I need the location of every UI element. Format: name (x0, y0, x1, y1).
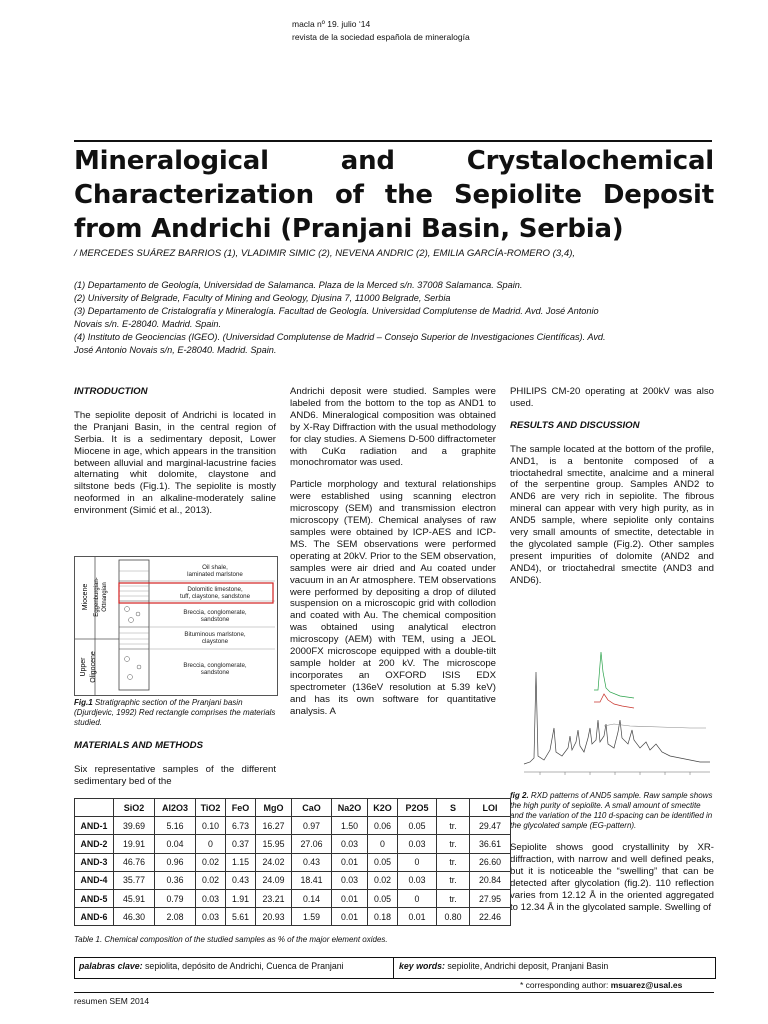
sample-id-cell: AND-1 (75, 817, 114, 835)
table-cell: 0 (368, 835, 398, 853)
column-header: LOI (470, 799, 511, 817)
column-header: FeO (226, 799, 256, 817)
affiliation: (1) Departamento de Geología, Universidad de Salamanca. Plaza de la Merced s/n. 37008 Salamanca. Spain. (74, 280, 523, 290)
affiliation: (2) University of Belgrade, Faculty of Mining and Geology, Djusina 7, 11000 Belgrade, Serbia (74, 293, 451, 303)
table-cell: 0.03 (196, 908, 226, 926)
table-cell: 0.03 (332, 871, 368, 889)
table-cell: 0.06 (368, 817, 398, 835)
figure-caption-text: RXD patterns of AND5 sample. Raw sample shows the high purity of sepiolite. A small amount of smectite and the variation of the 110 d-spacing can be identified in the glycolated sample (EG-pattern). (510, 791, 713, 830)
table-row (75, 835, 511, 853)
sample-id-cell: AND-2 (75, 835, 114, 853)
author-list: / MERCEDES SUÁREZ BARRIOS (1), VLADIMIR SIMIC (2), NEVENA ANDRIC (2), EMILIA GARCÍA-ROMERO (3,4), (74, 248, 576, 259)
age-label: Oligocene (90, 651, 97, 683)
table-row (75, 817, 511, 835)
table-cell: 20.93 (256, 908, 292, 926)
table-cell: tr. (437, 853, 470, 871)
table-cell: 0.01 (332, 889, 368, 907)
section-heading-methods: MATERIALS AND METHODS (74, 740, 203, 751)
table-cell: 39.69 (114, 817, 155, 835)
table-cell: tr. (437, 889, 470, 907)
table-cell: 27.95 (470, 889, 511, 907)
journal-issue: macla nº 19. julio ‘14 (292, 19, 371, 29)
table-cell: 16.27 (256, 817, 292, 835)
table-cell: 0.14 (292, 889, 332, 907)
column-1 (74, 386, 276, 527)
table-cell: 45.91 (114, 889, 155, 907)
table-cell: 26.60 (470, 853, 511, 871)
table-cell: 0.18 (368, 908, 398, 926)
figure-1-stratigraphic-section (74, 556, 278, 696)
stratigraphic-column (75, 557, 277, 695)
table-cell: tr. (437, 817, 470, 835)
unit-label: Dolomitic limestone, (187, 586, 243, 593)
methods-paragraph: PHILIPS CM-20 operating at 200kV was also used. (510, 386, 714, 409)
table-cell: tr. (437, 871, 470, 889)
table-cell: 0.05 (368, 853, 398, 871)
introduction-text: The sepiolite deposit of Andrichi is located in the Pranjani Basin, in the central region of Serbia. It is a sedimentary deposit, Lower Miocene in age, which appears in the transition between alluvial and marginal-lacustrine facies alternating whit dolomite, claystone and siltstone beds (Fig.1). The sepiolite is mostly neoformed in an alkaline-moderately saline environment (Simić et al., 2013). (74, 409, 276, 517)
table-cell: 0.37 (226, 835, 256, 853)
table-cell: 0.96 (155, 853, 196, 871)
table-cell: 1.50 (332, 817, 368, 835)
keywords-label: palabras clave: (79, 961, 143, 971)
table-cell: 0.36 (155, 871, 196, 889)
table-cell: 0.02 (196, 853, 226, 871)
table-cell: 5.61 (226, 908, 256, 926)
table-cell: tr. (437, 835, 470, 853)
affiliation: José Antonio Novais s/n, E-28040. Madrid. Spain. (74, 345, 277, 355)
table-cell: 0.10 (196, 817, 226, 835)
table-cell: 22.46 (470, 908, 511, 926)
section-heading-results: RESULTS AND DISCUSSION (510, 419, 640, 431)
table-cell: 0.05 (368, 889, 398, 907)
affiliation: (4) Instituto de Geociencias (IGEO). (Universidad Complutense de Madrid – Consejo Superior de Investigaciones Científicas). Avd. (74, 332, 606, 342)
table-cell: 0.04 (155, 835, 196, 853)
age-label: Miocene (82, 583, 89, 611)
table-cell: 1.91 (226, 889, 256, 907)
table-cell: 0.03 (332, 835, 368, 853)
keywords-english (399, 961, 608, 971)
footer-label: resumen SEM 2014 (74, 996, 150, 1006)
methods-paragraph: Andrichi deposit were studied. Samples were labeled from the bottom to the top as AND1 to AND6. Mineralogical composition was obtained by X-Ray Diffraction with the usual methodology for clay studies. A Siemens D-500 diffractometer with CuKα radiation and a graphite monochromator was used. (290, 386, 496, 469)
table-cell: 1.59 (292, 908, 332, 926)
table-cell: 0.80 (437, 908, 470, 926)
sample-id-cell: AND-5 (75, 889, 114, 907)
table-cell: 6.73 (226, 817, 256, 835)
table-cell: 5.16 (155, 817, 196, 835)
journal-name: revista de la sociedad española de mineralogía (292, 32, 470, 42)
column-header: SiO2 (114, 799, 155, 817)
table-cell: 0 (196, 835, 226, 853)
chemical-composition-table (74, 798, 511, 926)
table-cell: 0.01 (332, 853, 368, 871)
keywords-box (74, 957, 716, 979)
footer-rule (74, 992, 714, 993)
table-cell: 35.77 (114, 871, 155, 889)
section-heading-introduction: INTRODUCTION (74, 386, 148, 397)
column-header: K2O (368, 799, 398, 817)
journal-header (292, 18, 470, 44)
affiliation: Novais s/n. E-28040. Madrid. Spain. (74, 319, 222, 329)
unit-label: sandstone (200, 616, 230, 623)
results-paragraph: The sample located at the bottom of the profile, AND1, is a bentonite composed of a trioctahedral smectite, analcime and a mineral of the serpentine group. Samples AND2 to AND6 are very rich in sepiolite. The fibrous mineral can appear with very high purity, as in AND5 sample, where sepiolite only contains very small amounts of smectite, detectable in the glycolated sample (Fig.2). Other samples present impurities of dolomite (AND2 and AND4), or trioctahedral smectite (AND3 and AND6). (510, 443, 714, 586)
paper-title (74, 144, 714, 246)
unit-label: Bituminous marlstone, (184, 631, 246, 638)
methods-section (74, 740, 276, 798)
affiliations (74, 279, 714, 357)
figure-1-caption (74, 698, 276, 728)
table-cell: 0.03 (196, 889, 226, 907)
results-continued (510, 842, 714, 923)
table-cell: 0 (398, 853, 437, 871)
table-cell: 0.43 (292, 853, 332, 871)
title-line-3: from Andrichi (Pranjani Basin, Serbia) (74, 214, 624, 244)
table-cell: 23.21 (256, 889, 292, 907)
column-header (75, 799, 114, 817)
table-cell: 27.06 (292, 835, 332, 853)
column-header: Na2O (332, 799, 368, 817)
title-line-2: Characterization of the Sepiolite Deposit (74, 180, 714, 210)
table-cell: 2.08 (155, 908, 196, 926)
table-cell: 18.41 (292, 871, 332, 889)
methods-paragraph: Particle morphology and textural relationships were established using scanning electron microscopy (SEM) and transmission electron microscopy (TEM). Chemical analyses of raw samples were obtained by ICP-AES and ICP-MS. The SEM observations were performed operating at 20kV. Prior to the SEM observation, samples were air dried and Au coated under vacuum in an Ar atmosphere. TEM observations were performed by depositing a drop of diluted suspension on a microscopic grid with collodion and coated with Au. The chemical composition was obtained using analytical electron microscopy (AEM) with TEM, using a JEOL 2000FX microscope equipped with a double-tilt sample holder at 200 kV. The microscope incorporates an OXFORD ISIS EDX spectrometer (136eV resolution at 5.39 keV) and has its own software for quantitative analysis. A (290, 479, 496, 717)
age-label: Eggenburgian- (94, 577, 100, 617)
figure-caption-text: Stratigraphic section of the Pranjani basin (Djurdjevic, 1992) Red rectangle comprises the materials studied. (74, 698, 276, 727)
column-header: CaO (292, 799, 332, 817)
keywords-text: sepiolite, Andrichi deposit, Pranjani Basin (444, 961, 609, 971)
methods-text: Six representative samples of the different sedimentary bed of the (74, 763, 276, 787)
table-cell: 0.03 (398, 871, 437, 889)
sample-id-cell: AND-4 (75, 871, 114, 889)
sample-id-cell: AND-3 (75, 853, 114, 871)
table-row (75, 908, 511, 926)
age-label: Ottnangian (102, 582, 108, 612)
table-cell: 1.15 (226, 853, 256, 871)
table-row (75, 853, 511, 871)
table-cell: 46.76 (114, 853, 155, 871)
table-cell: 0.43 (226, 871, 256, 889)
column-3 (510, 386, 714, 597)
keywords-label: key words: (399, 961, 445, 971)
unit-label: laminated marlstone (187, 571, 243, 578)
sample-id-cell: AND-6 (75, 908, 114, 926)
figure-2-caption (510, 791, 714, 831)
table-cell: 0.79 (155, 889, 196, 907)
table-cell: 46.30 (114, 908, 155, 926)
table-cell: 0.02 (196, 871, 226, 889)
results-paragraph: Sepiolite shows good crystallinity by XR-diffraction, with narrow and well defined peaks, but it is noticeable the “swelling” that can be detected after glycolation (fig.2). 110 reflection varies from 12.12 Å in the oriented aggregated to 12.34 Å in the glycolated sample. Swelling of (510, 842, 714, 913)
table-row (75, 871, 511, 889)
table-cell: 36.61 (470, 835, 511, 853)
figure-2-xrd-patterns (510, 632, 714, 784)
table-cell: 0.97 (292, 817, 332, 835)
table-cell: 24.09 (256, 871, 292, 889)
table-cell: 0.01 (398, 908, 437, 926)
table-cell: 0 (398, 889, 437, 907)
table-cell: 0.05 (398, 817, 437, 835)
table-cell: 19.91 (114, 835, 155, 853)
title-rule (74, 140, 712, 142)
unit-label: Oil shale, (202, 564, 228, 571)
table-cell: 24.02 (256, 853, 292, 871)
column-header: TiO2 (196, 799, 226, 817)
corresponding-author-label: * corresponding author: (520, 980, 611, 990)
unit-label: claystone (201, 638, 229, 645)
unit-label: tuff, claystone, sandstone (179, 593, 251, 600)
table-cell: 0.02 (368, 871, 398, 889)
figure-label: fig 2. (510, 791, 529, 800)
column-header: MgO (256, 799, 292, 817)
affiliation: (3) Departamento de Cristalografía y Mineralogía. Facultad de Geología. Universidad Complutense de Madrid. Avd. José Antonio (74, 306, 599, 316)
keywords-text: sepiolita, depósito de Andrichi, Cuenca de Pranjani (142, 961, 344, 971)
keywords-divider (393, 958, 394, 978)
column-2 (290, 386, 496, 727)
unit-label: sandstone (200, 669, 230, 676)
figure-label: Fig.1 (74, 698, 93, 707)
column-header: S (437, 799, 470, 817)
table-cell: 15.95 (256, 835, 292, 853)
unit-label: Breccia, conglomerate, (183, 662, 247, 669)
table-cell: 20.84 (470, 871, 511, 889)
table-header-row (75, 799, 511, 817)
table-cell: 29.47 (470, 817, 511, 835)
unit-label: Breccia, conglomerate, (183, 609, 247, 616)
keywords-spanish (79, 961, 344, 971)
column-header: P2O5 (398, 799, 437, 817)
table-caption: Table 1. Chemical composition of the studied samples as % of the major element oxides. (74, 935, 388, 944)
title-line-1: Mineralogical and Crystalochemical (74, 146, 714, 176)
table-cell: 0.01 (332, 908, 368, 926)
table-row (75, 889, 511, 907)
table-cell: 0.03 (398, 835, 437, 853)
xrd-chart (510, 632, 714, 784)
age-label: Upper (80, 657, 87, 677)
column-header: Al2O3 (155, 799, 196, 817)
corresponding-author-email[interactable]: msuarez@usal.es (610, 980, 683, 990)
corresponding-author (520, 980, 682, 990)
